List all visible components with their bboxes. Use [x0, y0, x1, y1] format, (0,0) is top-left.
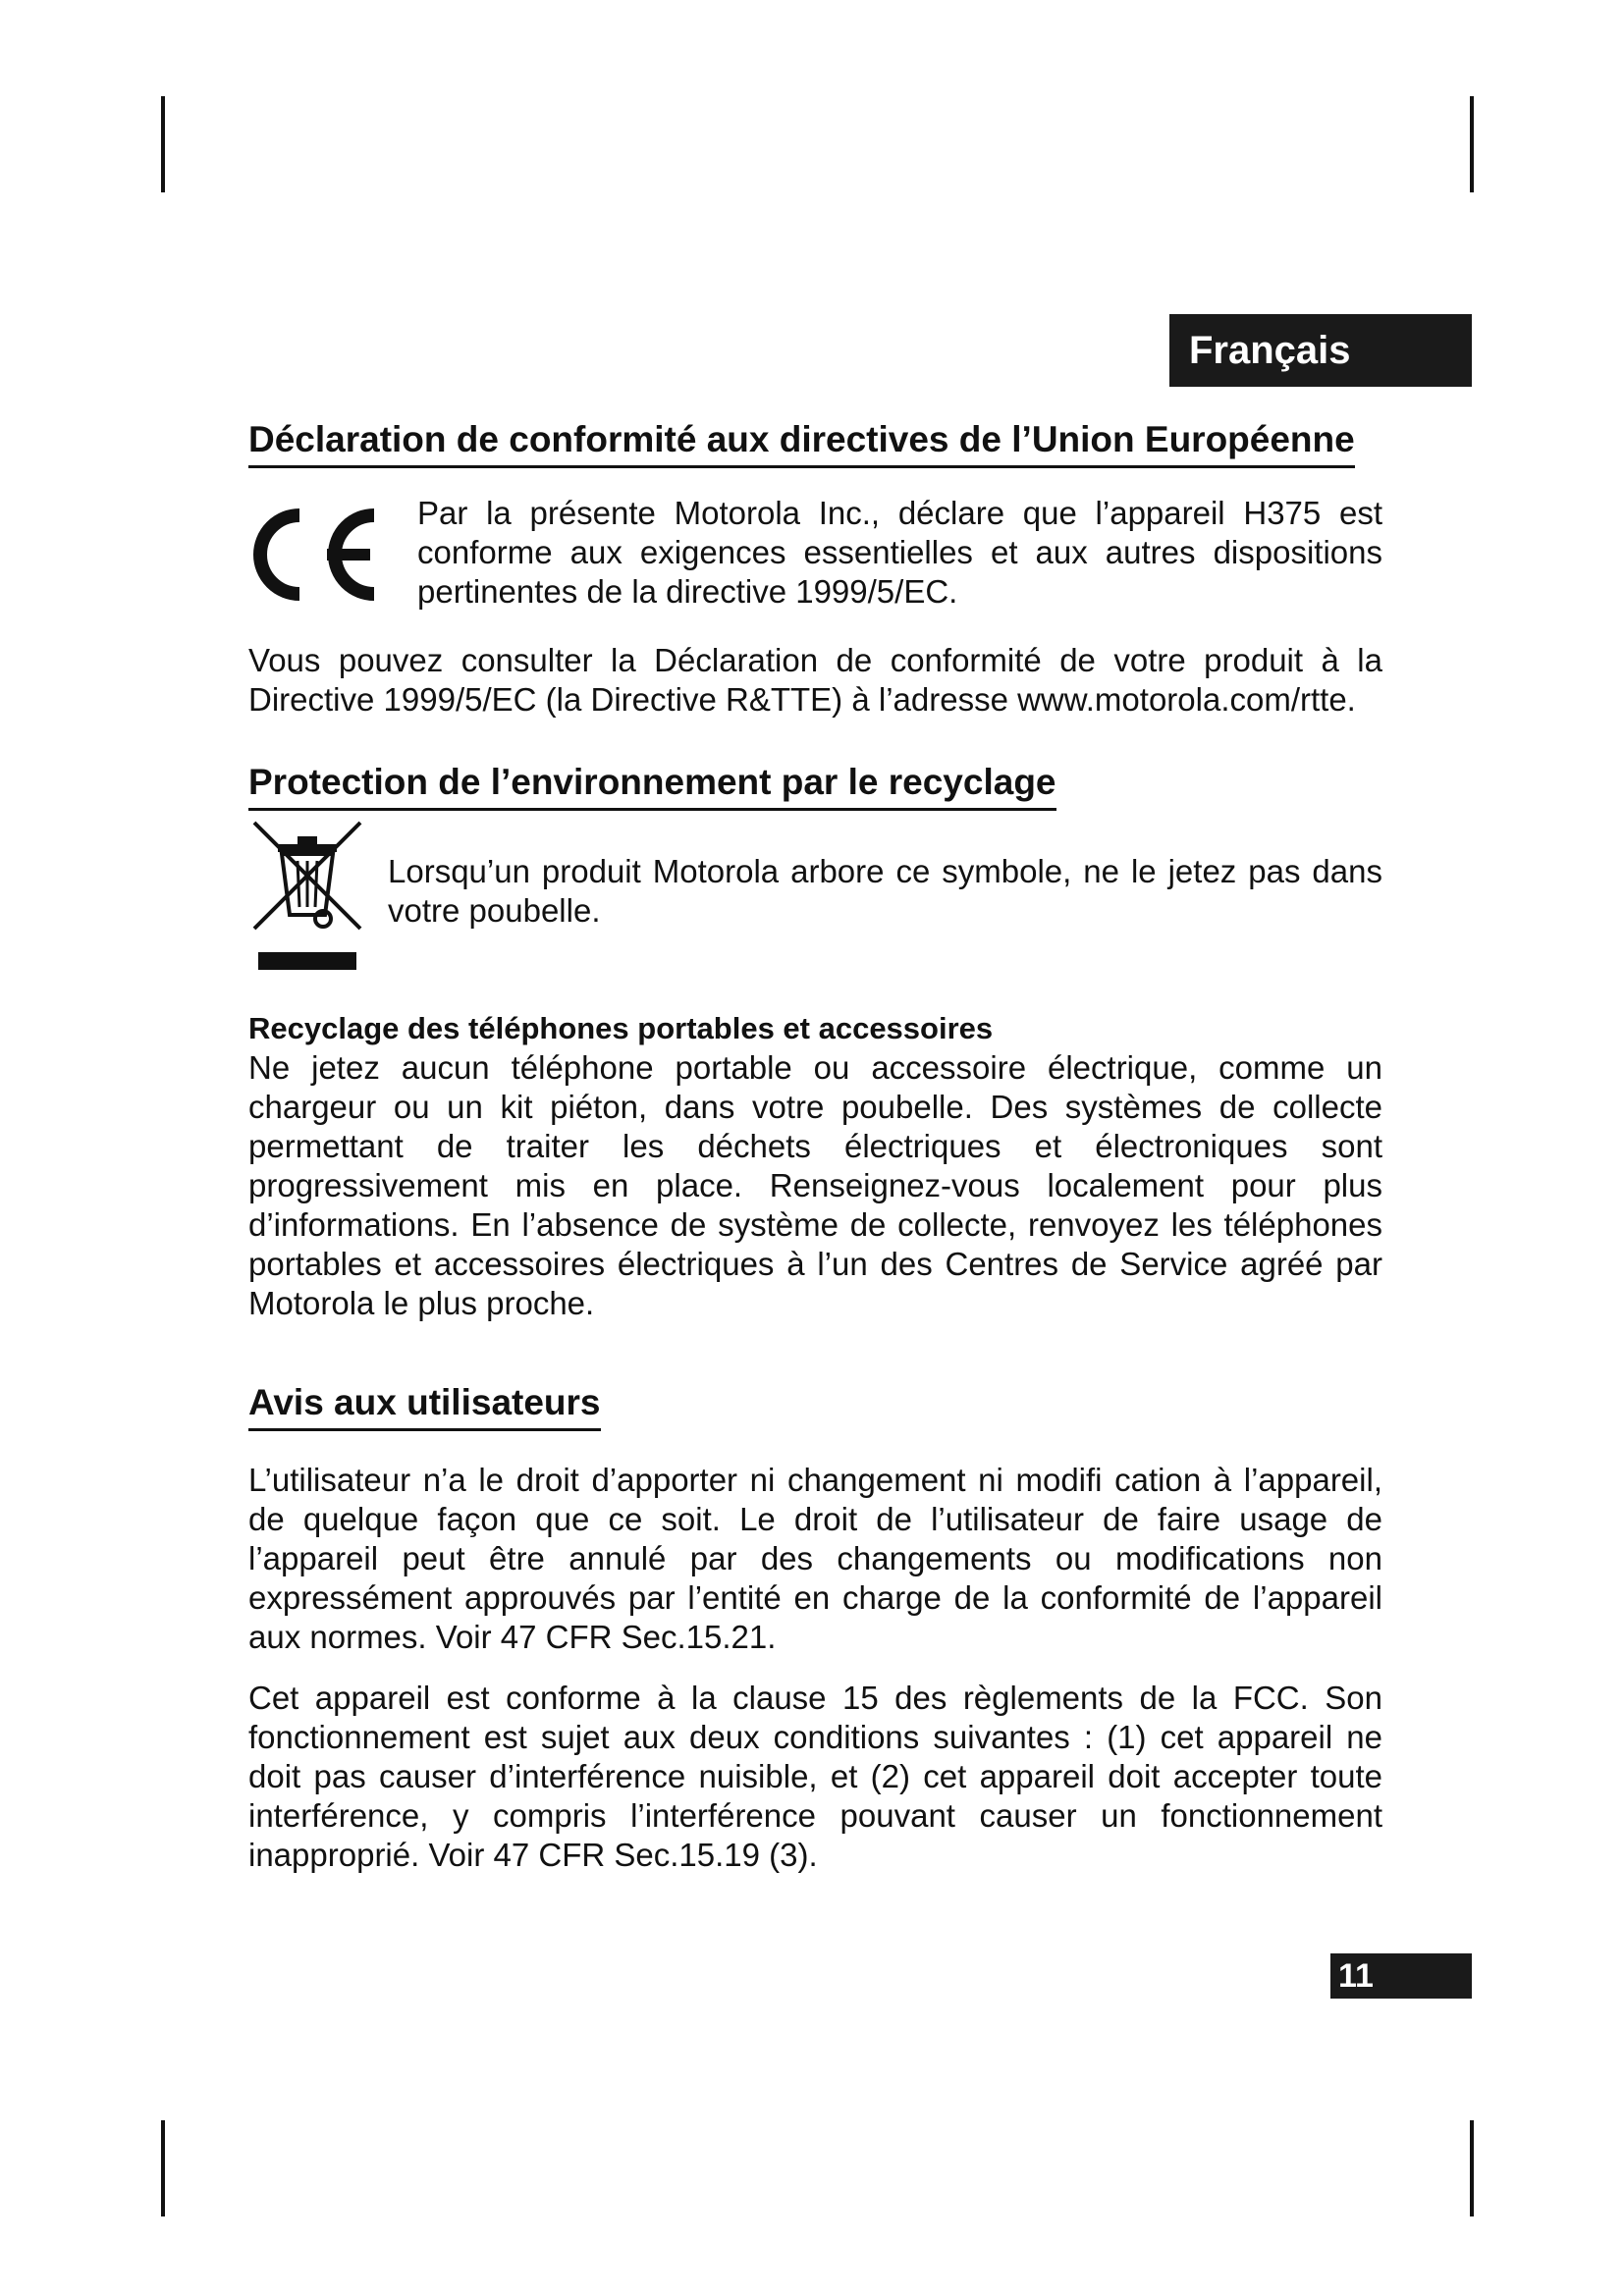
crop-mark-bottom-left	[161, 2120, 165, 2216]
language-tab: Français	[1169, 314, 1472, 387]
eu-section	[248, 416, 1382, 720]
crossed-bin-icon	[248, 817, 366, 974]
notice-section	[248, 1379, 1382, 1875]
eu-section-title: Déclaration de conformité aux directives de l’Union Européenne	[248, 416, 1355, 468]
eu-consult-text: Vous pouvez consulter la Déclaration de conformité de votre produit à la Directive 1999/5/EC (la Directive R&TTE) à l’adresse www.motorola.com/rtte.	[248, 642, 1382, 718]
notice-section-title: Avis aux utilisateurs	[248, 1379, 601, 1431]
ce-declaration	[248, 494, 1382, 612]
notice-paragraph-2: Cet appareil est conforme à la clause 15 des règlements de la FCC. Son fonctionnement est sujet aux deux conditions suivantes : (1) cet appareil ne doit pas causer d’interférence nuisible, et (2) cet appareil doit accepter toute interférence, y compris l’interférence pouvant causer un fonctionnement inapproprié. Voir 47 CFR Sec.15.19 (3).	[248, 1680, 1382, 1873]
recycling-body: Ne jetez aucun téléphone portable ou accessoire électrique, comme un chargeur ou un kit piéton, dans votre poubelle. Des systèmes de collecte permettant de traiter les déchets électriques et électroniques sont progressivement mis en place. Renseignez-vous localement pour plus d’informations. En l’absence de système de collecte, renvoyez les téléphones portables et accessoires électriques à l’un des Centres de Service agréé par Motorola le plus proche.	[248, 1049, 1382, 1321]
page-number: 11	[1330, 1953, 1472, 1999]
crop-mark-top-left	[161, 96, 165, 192]
recycling-subtitle: Recyclage des téléphones portables et accessoires	[248, 1011, 994, 1045]
weee-notice-text: Lorsqu’un produit Motorola arbore ce symbole, ne le jetez pas dans votre poubelle.	[388, 853, 1382, 929]
recycling-section	[248, 759, 1382, 1323]
crop-mark-bottom-right	[1470, 2120, 1474, 2216]
weee-notice	[248, 817, 1382, 974]
ce-declaration-text: Par la présente Motorola Inc., déclare que l’appareil H375 est conforme aux exigences essentielles et aux autres dispositions pertinentes de la directive 1999/5/EC.	[417, 495, 1382, 610]
ce-mark-icon	[248, 506, 396, 604]
crop-mark-top-right	[1470, 96, 1474, 192]
recycling-section-title: Protection de l’environnement par le recyclage	[248, 759, 1056, 811]
notice-paragraph-1: L’utilisateur n’a le droit d’apporter ni changement ni modifi cation à l’appareil, de quelque façon que ce soit. Le droit de l’utilisateur de faire usage de l’appareil peut être annulé par des changements ou modifications non expressément approuvés par l’entité en charge de la conformité de l’appareil aux normes. Voir 47 CFR Sec.15.21.	[248, 1462, 1382, 1655]
